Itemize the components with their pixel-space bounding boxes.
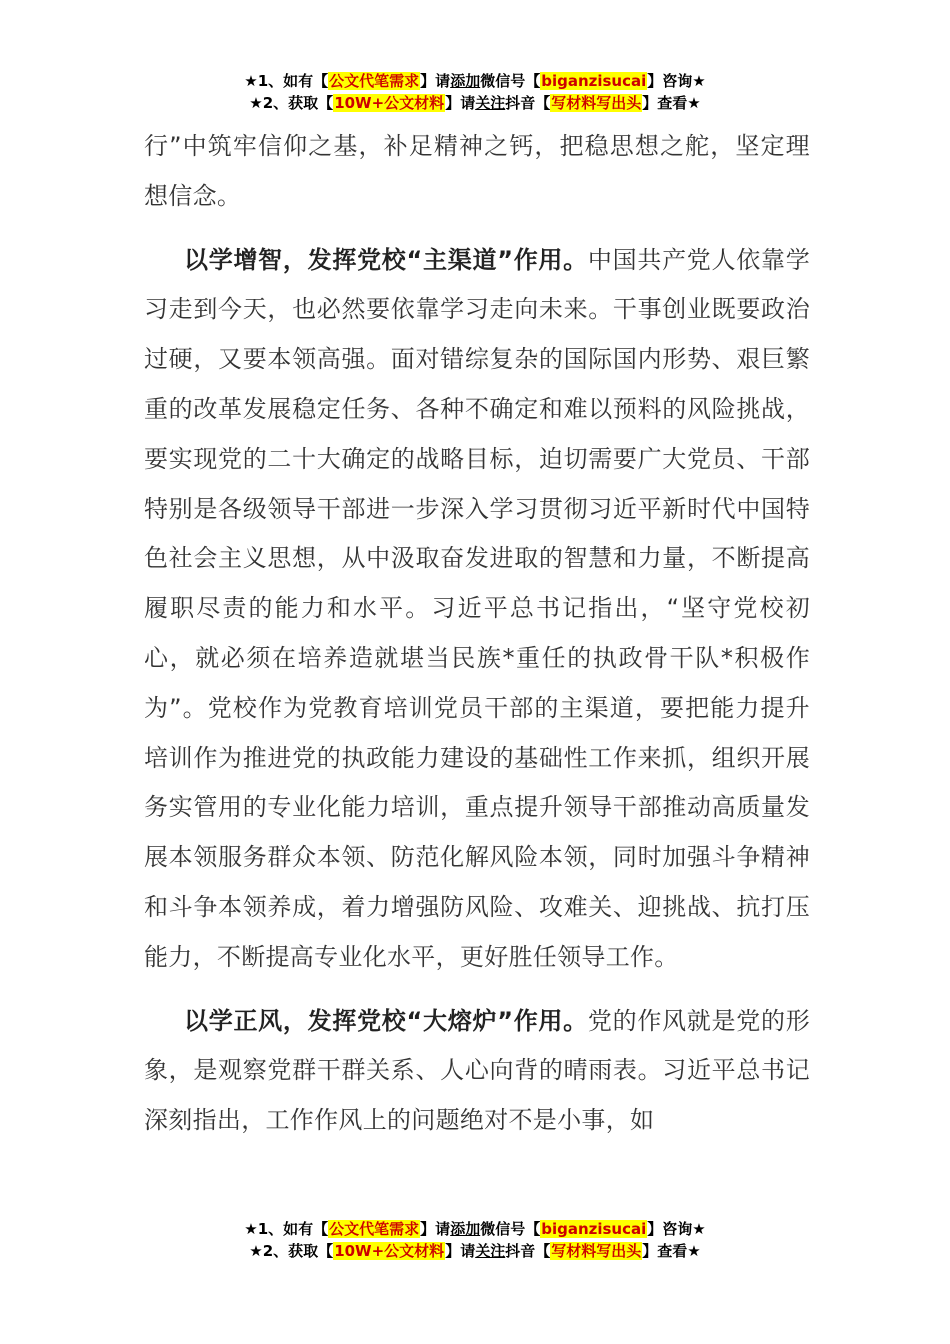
banner-underlined: 关注 [475, 1242, 506, 1260]
highlight-service: 公文代笔需求 [329, 1220, 420, 1238]
banner-text: ★2、获取【 [249, 94, 334, 112]
highlight-service: 公文代笔需求 [329, 72, 420, 90]
document-body [144, 122, 810, 1146]
banner-text: 】请 [420, 1220, 451, 1238]
banner-text: 】咨询★ [647, 1220, 706, 1238]
highlight-materials: 10W+公文材料 [334, 1242, 445, 1260]
highlight-materials: 10W+公文材料 [334, 94, 445, 112]
highlight-douyin: 写材料写出头 [551, 1242, 642, 1260]
paragraph-study-wisdom [144, 236, 810, 983]
paragraph-continuation: 行”中筑牢信仰之基，补足精神之钙，把稳思想之舵，坚定理想信念。 [144, 132, 810, 210]
banner-underlined: 添加 [450, 1220, 481, 1238]
banner-underlined: 关注 [475, 94, 506, 112]
banner-text: 抖音【 [505, 1242, 551, 1260]
paragraph-text: 党的作风就是党的形象，是观察党群干群关系、人心向背的晴雨表。习近平总书记深刻指出，工作作风上的问题绝对不是小事，如 [144, 1006, 810, 1135]
banner-text: 】查看★ [642, 94, 701, 112]
banner-text: 】咨询★ [647, 72, 706, 90]
paragraph-heading: 以学正风，发挥党校“大熔炉”作用。 [184, 1006, 588, 1035]
banner-text: ★1、如有【 [244, 1220, 329, 1238]
banner-text: 】查看★ [642, 1242, 701, 1260]
banner-text: 】请 [445, 1242, 476, 1260]
banner-text: ★2、获取【 [249, 1242, 334, 1260]
banner-text: 】请 [420, 72, 451, 90]
banner-text: 】请 [445, 94, 476, 112]
footer-banner [0, 1218, 950, 1262]
highlight-douyin: 写材料写出头 [551, 94, 642, 112]
paragraph-text: 中国共产党人依靠学习走到今天，也必然要依靠学习走向未来。干事创业既要政治过硬，又要本领高强。面对错综复杂的国际国内形势、艰巨繁重的改革发展稳定任务、各种不确定和难以预料的风险挑战，要实现党的二十大确定的战略目标，迫切需要广大党员、干部特别是各级领导干部进一步深入学习贯彻习近平新时代中国特色社会主义思想，从中汲取奋发进取的智慧和力量，不断提高履职尽责的能力和水平。习近平总书记指出，“坚守党校初心，就必须在培养造就堪当民族*重任的执政骨干队*积极作为”。党校作为党教育培训党员干部的主渠道，要把能力提升培训作为推进党的执政能力建设的基础性工作来抓，组织开展务实管用的专业化能力培训，重点提升领导干部推动高质量发展本领服务群众本领、防范化解风险本领，同时加强斗争精神和斗争本领养成，着力增强防风险、攻难关、迎挑战、抗打压能力，不断提高专业化水平，更好胜任领导工作。 [144, 245, 810, 971]
highlight-wechat-id: biganzisucai [541, 1220, 647, 1238]
highlight-wechat-id: biganzisucai [541, 72, 647, 90]
banner-line-1 [0, 70, 950, 92]
banner-text: 微信号【 [480, 1220, 541, 1238]
banner-line-1 [0, 1218, 950, 1240]
banner-text: ★1、如有【 [244, 72, 329, 90]
banner-line-2 [0, 92, 950, 114]
banner-underlined: 添加 [450, 72, 481, 90]
header-banner [0, 70, 950, 114]
banner-line-2 [0, 1240, 950, 1262]
banner-text: 抖音【 [505, 94, 551, 112]
banner-text: 微信号【 [480, 72, 541, 90]
paragraph-heading: 以学增智，发挥党校“主渠道”作用。 [184, 245, 588, 274]
paragraph-study-style [144, 997, 810, 1146]
